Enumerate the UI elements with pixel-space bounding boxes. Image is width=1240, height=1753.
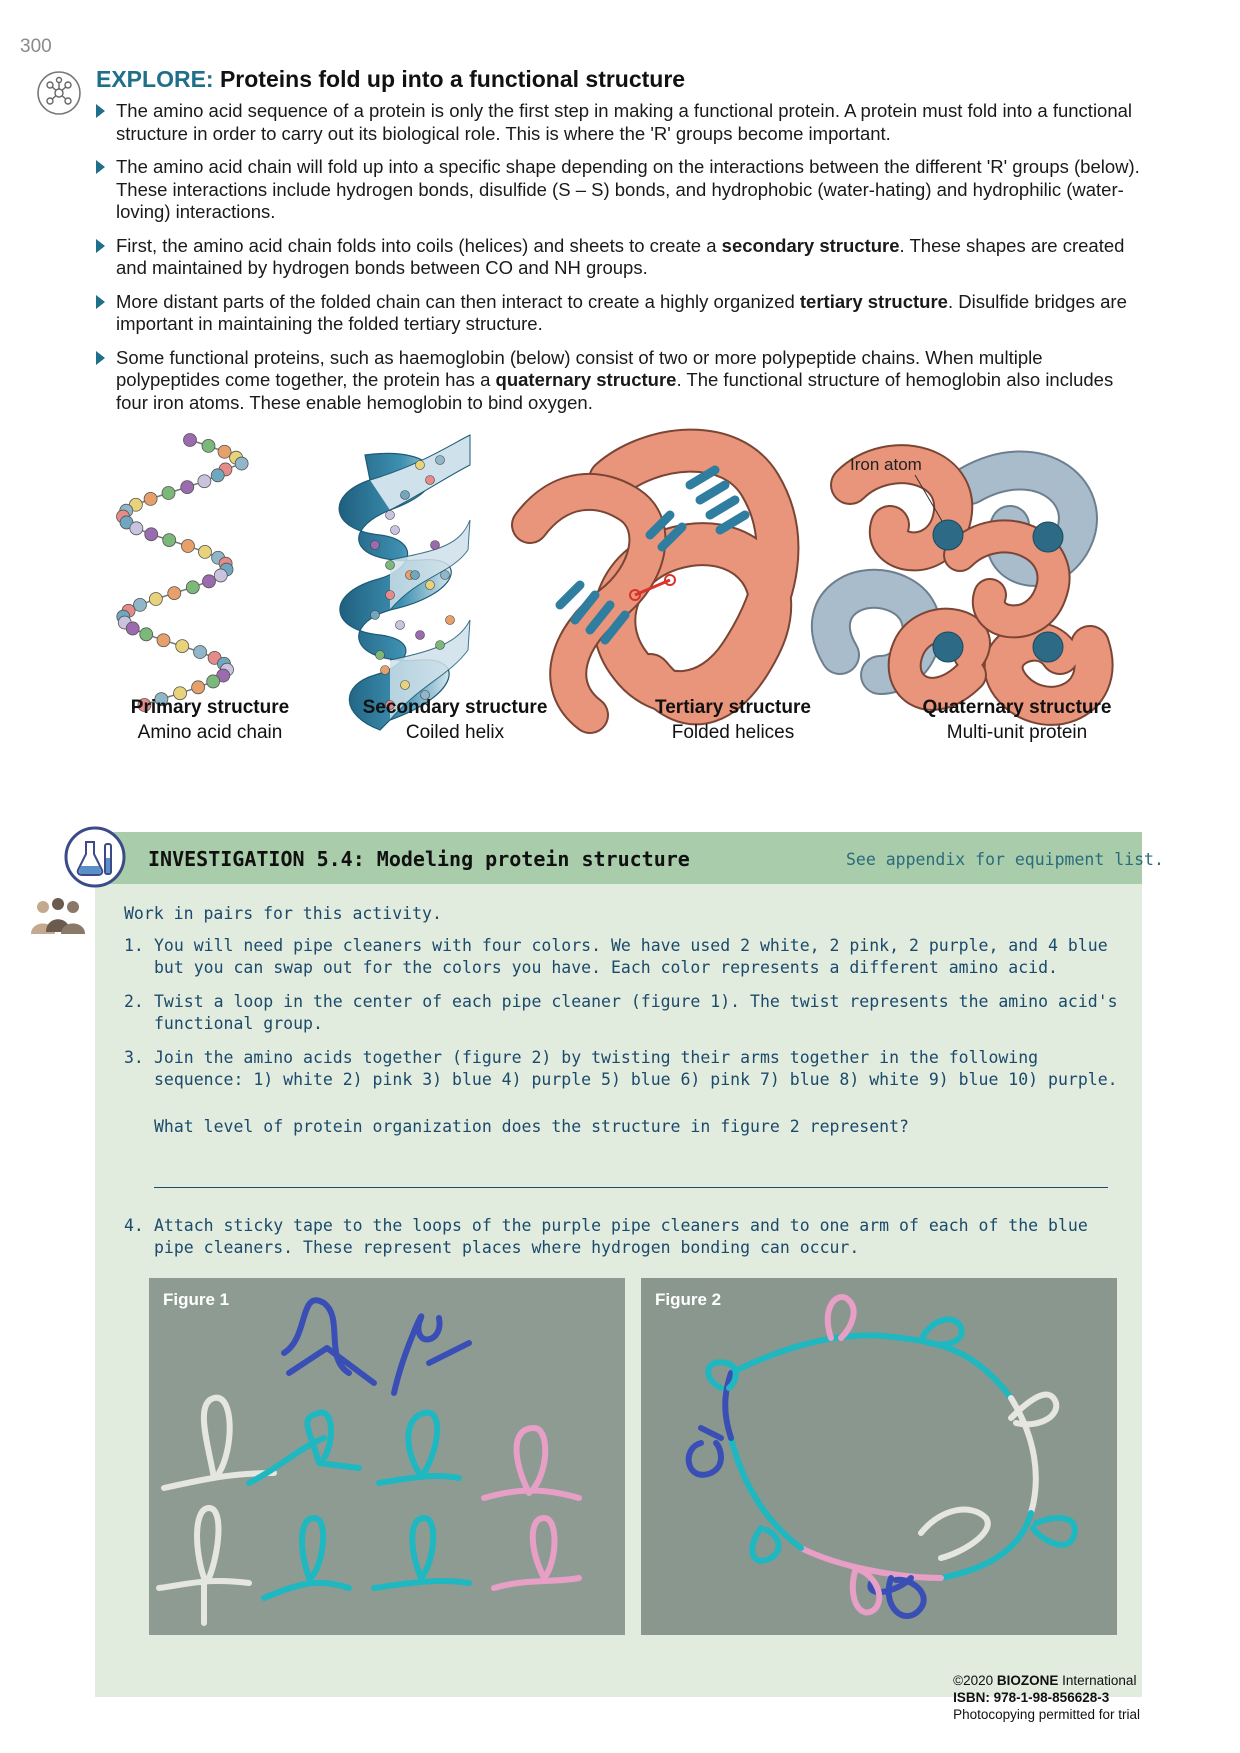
primary-structure-illustration: [117, 434, 249, 712]
helix-bead: [386, 561, 395, 570]
amino-acid-bead: [211, 469, 224, 482]
tertiary-structure-illustration: [530, 451, 777, 715]
bullet-text: . The functional structure of hemoglobin also includes four iron atoms. These enable hemoglobin to bind oxygen.: [116, 369, 1114, 413]
amino-acid-bead: [192, 681, 205, 694]
amino-acid-bead: [198, 475, 211, 488]
bullet-text: First, the amino acid chain folds into coils (helices) and sheets to create a: [116, 234, 722, 256]
amino-acid-bead: [176, 640, 189, 653]
pairs-instruction: Work in pairs for this activity.: [124, 904, 442, 923]
copyright-suffix: International: [1058, 1673, 1137, 1688]
amino-acid-bead: [207, 675, 220, 688]
step-text: Attach sticky tape to the loops of the purple pipe cleaners and to one arm of each of the blue pipe cleaners. These represent places where hydrogen bonding can occur.: [154, 1216, 1088, 1257]
explore-bullet: [96, 235, 1146, 280]
investigation-title: INVESTIGATION 5.4: Modeling protein structure: [148, 847, 690, 871]
amino-acid-bead: [184, 434, 197, 447]
amino-acid-bead: [130, 522, 143, 535]
helix-bead: [436, 456, 445, 465]
step-text: You will need pipe cleaners with four colors. We have used 2 white, 2 pink, 2 purple, and 4 blue but you can swap out for the colors you have. Each color represents a different amino acid.: [154, 936, 1108, 977]
amino-acid-bead: [202, 575, 215, 588]
bullet-text: . These shapes are created and maintained by hydrogen bonds between CO and NH groups.: [116, 234, 1125, 278]
helix-bead: [396, 621, 405, 630]
amino-acid-bead: [198, 545, 211, 558]
amino-acid-bead: [218, 445, 231, 458]
helix-bead: [386, 511, 395, 520]
bullet-text: . Disulfide bridges are important in maintaining the folded tertiary structure.: [116, 290, 1127, 334]
bullet-keyword: tertiary structure: [799, 290, 948, 312]
step-text: Twist a loop in the center of each pipe cleaner (figure 1). The twist represents the amino acid's functional group.: [154, 992, 1118, 1033]
amino-acid-bead: [145, 528, 158, 541]
helix-bead: [401, 681, 410, 690]
pipe-cleaner-chain-image: [641, 1278, 1117, 1635]
pipe-cleaner-amino-acids-image: [149, 1278, 625, 1635]
amino-acid-bead: [157, 634, 170, 647]
caption-quaternary: [897, 697, 1137, 744]
step-number: 4.: [124, 1216, 144, 1235]
amino-acid-bead: [140, 628, 153, 641]
bullet-arrow-icon: [96, 160, 105, 174]
helix-bead: [371, 541, 380, 550]
page-footer: [953, 1672, 1140, 1723]
amino-acid-bead: [194, 646, 207, 659]
isbn: ISBN: 978-1-98-856628-3: [953, 1690, 1110, 1705]
explore-bullet: [96, 100, 1146, 145]
explore-keyword: EXPLORE:: [96, 66, 214, 92]
helix-bead: [416, 461, 425, 470]
step-item: [124, 991, 1134, 1035]
caption-subtitle: Multi-unit protein: [946, 722, 1088, 743]
bullet-arrow-icon: [96, 104, 105, 118]
question-text: What level of protein organization does the structure in figure 2 represent?: [154, 1117, 909, 1136]
helix-bead: [411, 571, 420, 580]
bullet-keyword: quaternary structure: [495, 369, 677, 390]
caption-secondary: [335, 697, 575, 744]
step-number: 1.: [124, 936, 144, 955]
protein-structure-figures: [90, 425, 1150, 755]
copyright-prefix: ©2020: [953, 1673, 997, 1688]
caption-title: Primary structure: [130, 697, 290, 718]
caption-title: Quaternary structure: [922, 697, 1112, 718]
step-item: [124, 1047, 1134, 1091]
investigation-steps: [124, 935, 1134, 1103]
bullet-arrow-icon: [96, 239, 105, 253]
step-item: [124, 935, 1134, 979]
step-number: 2.: [124, 992, 144, 1011]
iron-atom-label: Iron atom: [850, 455, 922, 474]
figure-1-label: Figure 1: [163, 1290, 230, 1309]
caption-title: Tertiary structure: [655, 697, 811, 718]
amino-acid-bead: [181, 481, 194, 494]
photocopy-note: Photocopying permitted for trial: [953, 1707, 1140, 1722]
explore-heading: Proteins fold up into a functional structure: [219, 66, 686, 92]
amino-acid-bead: [149, 593, 162, 606]
caption-primary: [90, 697, 330, 744]
people-pair-icon: [28, 898, 88, 936]
answer-line[interactable]: [154, 1187, 1108, 1188]
section-title: [96, 66, 685, 93]
appendix-note: See appendix for equipment list.: [846, 850, 1164, 869]
explore-bullet-list: [96, 100, 1146, 425]
helix-bead: [431, 541, 440, 550]
quaternary-structure-illustration: [831, 464, 1094, 706]
bullet-text: The amino acid chain will fold up into a specific shape depending on the interactions between the different 'R' groups (below). These interactions include hydrogen bonds, disulfide (S – S) bonds, and hydrophobic (water-hating) and hydrophilic (water-loving) interactions.: [116, 156, 1140, 222]
amino-acid-bead: [162, 487, 175, 500]
figure-2-photo: [641, 1278, 1117, 1635]
helix-bead: [391, 526, 400, 535]
helix-bead: [441, 571, 450, 580]
investigation-step-4: [124, 1215, 1134, 1259]
helix-bead: [426, 476, 435, 485]
amino-acid-bead: [133, 598, 146, 611]
step-item: [124, 1215, 1134, 1259]
amino-acid-bead: [168, 587, 181, 600]
helix-bead: [371, 611, 380, 620]
explore-bullet: [96, 347, 1146, 415]
explore-bullet: [96, 291, 1146, 336]
helix-bead: [386, 591, 395, 600]
amino-acid-bead: [186, 581, 199, 594]
caption-subtitle: Amino acid chain: [137, 722, 283, 743]
step-number: 3.: [124, 1048, 144, 1067]
caption-subtitle: Coiled helix: [405, 722, 505, 743]
step-text: Join the amino acids together (figure 2) by twisting their arms together in the following sequence: 1) white 2) pink 3) blue 4) purple 5) blue 6) pink 7) blue 8) white 9) blue 10) purple.: [154, 1048, 1118, 1089]
explore-bullet: [96, 156, 1146, 224]
helix-bead: [376, 651, 385, 660]
bullet-text: Some functional proteins, such as haemoglobin (below) consist of two or more polypeptide chains. When multiple polypeptides come together, the protein has a: [116, 346, 1043, 390]
amino-acid-bead: [163, 534, 176, 547]
helix-bead: [426, 581, 435, 590]
figure-1-photo: [149, 1278, 625, 1635]
lab-flask-icon: [64, 826, 126, 888]
bullet-arrow-icon: [96, 351, 105, 365]
amino-acid-bead: [181, 540, 194, 553]
bullet-keyword: secondary structure: [721, 234, 900, 256]
caption-tertiary: [613, 697, 853, 744]
bullet-text: The amino acid sequence of a protein is only the first step in making a functional protein. A protein must fold into a functional structure in order to carry out its biological role. This is where the 'R' groups become important.: [116, 100, 1133, 144]
amino-acid-bead: [214, 569, 227, 582]
amino-acid-bead: [144, 492, 157, 505]
bullet-arrow-icon: [96, 295, 105, 309]
helix-bead: [436, 641, 445, 650]
amino-acid-bead: [202, 439, 215, 452]
copyright-line: [953, 1672, 1140, 1689]
brand-name: BIOZONE: [996, 1673, 1059, 1688]
helix-bead: [381, 666, 390, 675]
amino-acid-bead: [126, 622, 139, 635]
helix-bead: [416, 631, 425, 640]
helix-bead: [446, 616, 455, 625]
page-number: 300: [20, 36, 52, 57]
secondary-structure-illustration: [339, 435, 470, 730]
bullet-text: More distant parts of the folded chain can then interact to create a highly organized: [116, 290, 800, 312]
helix-bead: [401, 491, 410, 500]
molecule-icon: [36, 70, 82, 116]
amino-acid-bead: [235, 457, 248, 470]
caption-subtitle: Folded helices: [671, 722, 795, 743]
figure-2-label: Figure 2: [655, 1290, 722, 1309]
caption-title: Secondary structure: [362, 697, 548, 718]
